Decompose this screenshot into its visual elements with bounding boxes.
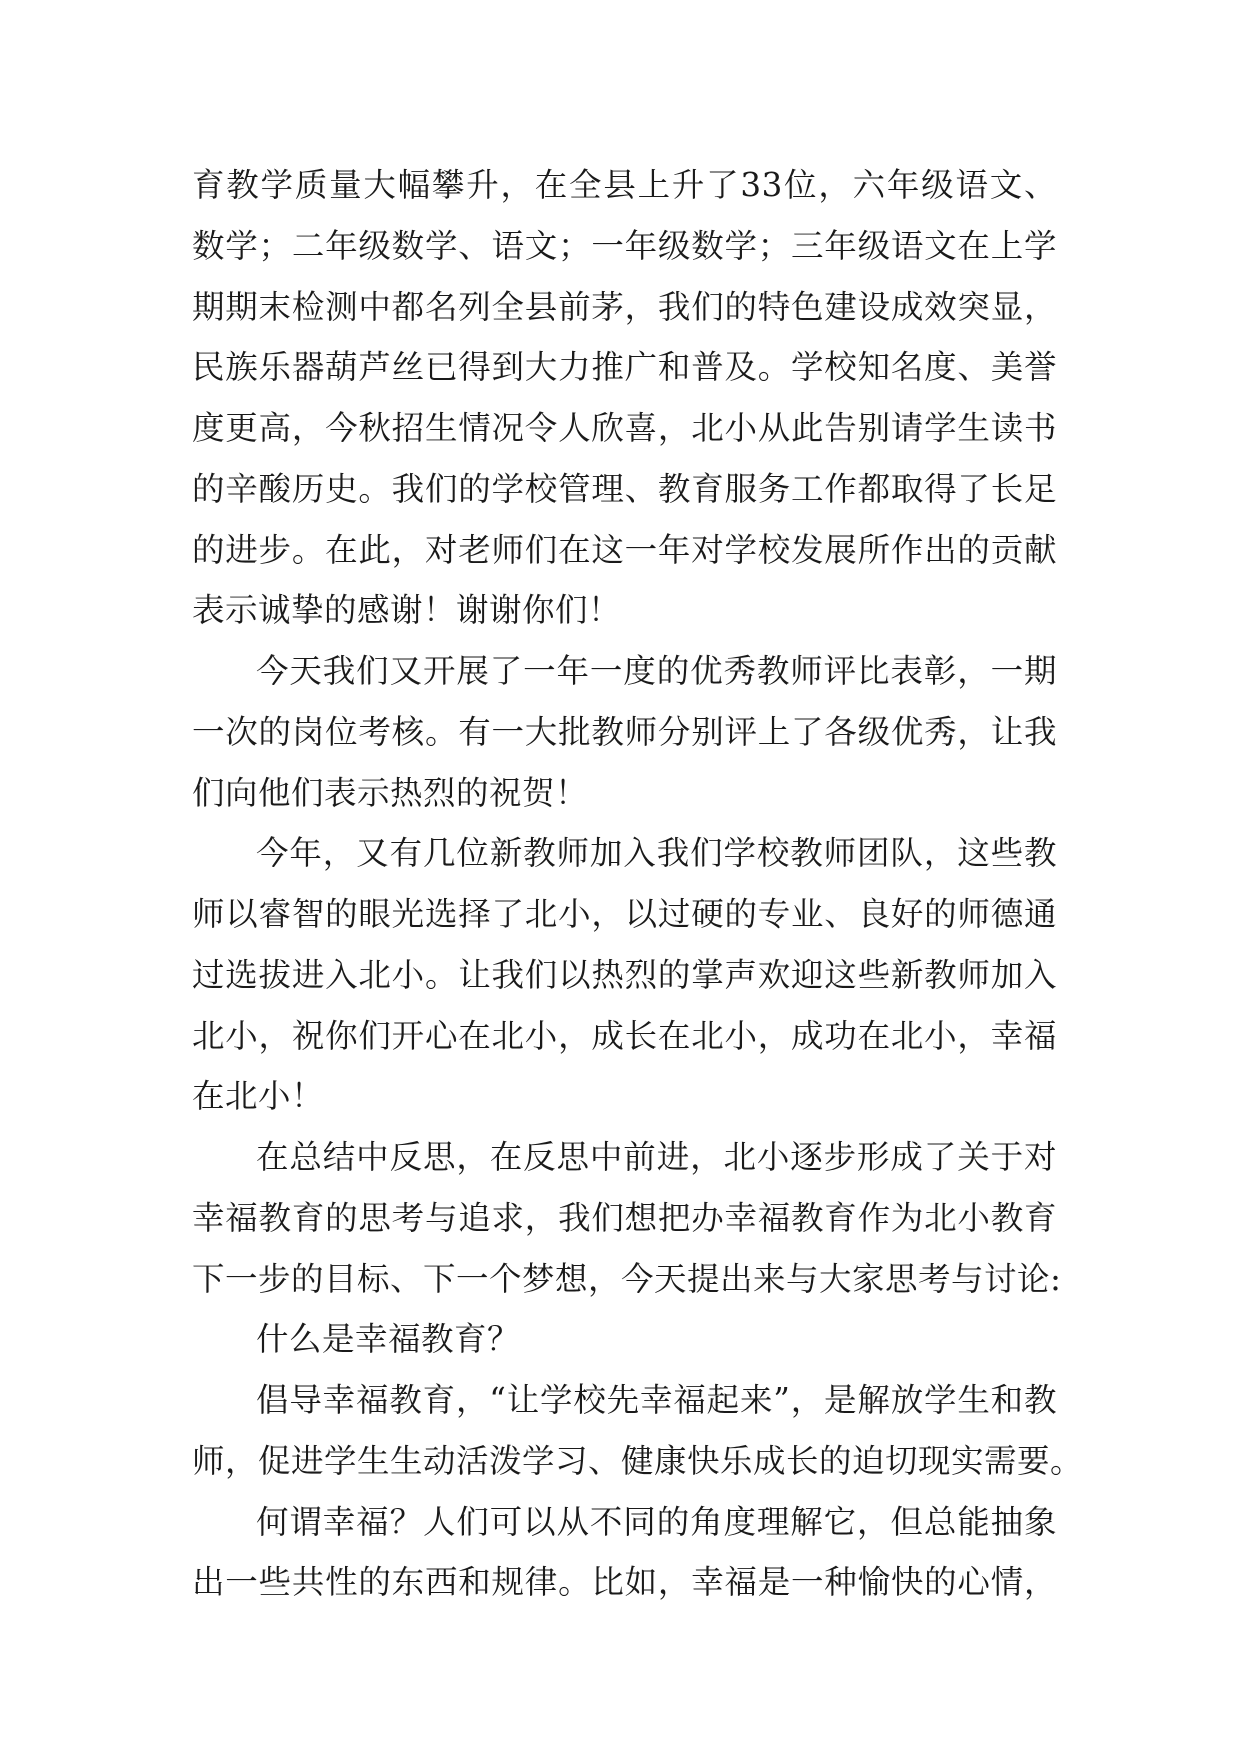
text-line: 在总结中反思，在反思中前进，北小逐步形成了关于对	[256, 1138, 1057, 1176]
text-line: 民族乐器葫芦丝已得到大力推广和普及。学校知名度、美誉	[192, 348, 1057, 387]
text-line: 师，促进学生生动活泼学习、健康快乐成长的迫切现实需要。	[192, 1441, 1084, 1480]
text-line: 幸福教育的思考与追求，我们想把办幸福教育作为北小教育	[192, 1198, 1057, 1237]
text-line: 今年，又有几位新教师加入我们学校教师团队，这些教	[256, 834, 1057, 873]
text-line: 期期末检测中都名列全县前茅，我们的特色建设成效突显，	[192, 287, 1057, 326]
text-line: 出一些共性的东西和规律。比如，幸福是一种愉快的心情，	[192, 1563, 1057, 1602]
text-line: 表示诚挚的感谢！谢谢你们！	[192, 591, 622, 630]
text-line: 的进步。在此，对老师们在这一年对学校发展所作出的贡献	[192, 530, 1057, 569]
text-line: 何谓幸福？人们可以从不同的角度理解它，但总能抽象	[256, 1502, 1057, 1541]
text-line: 北小，祝你们开心在北小，成长在北小，成功在北小，幸福	[192, 1016, 1057, 1055]
text-line: 们向他们表示热烈的祝贺！	[192, 773, 589, 812]
text-line: 什么是幸福教育？	[256, 1320, 521, 1359]
text-line: 过选拔进入北小。让我们以热烈的掌声欢迎这些新教师加入	[192, 955, 1057, 994]
text-line: 一次的岗位考核。有一大批教师分别评上了各级优秀，让我	[192, 712, 1057, 751]
text-line: 师以睿智的眼光选择了北小，以过硬的专业、良好的师德通	[192, 895, 1057, 933]
text-line: 倡导幸福教育，“让学校先幸福起来”，是解放学生和教	[256, 1381, 1057, 1419]
text-line: 数学；二年级数学、语文；一年级数学；三年级语文在上学	[192, 226, 1057, 265]
text-line: 下一步的目标、下一个梦想，今天提出来与大家思考与讨论:	[192, 1259, 1062, 1298]
body-text	[192, 155, 1084, 1613]
text-line: 育教学质量大幅攀升，在全县上升了33位，六年级语文、	[192, 166, 1057, 204]
text-line: 的辛酸历史。我们的学校管理、教育服务工作都取得了长足	[192, 469, 1057, 508]
text-line: 度更高，今秋招生情况令人欣喜，北小从此告别请学生读书	[192, 409, 1057, 447]
text-line: 今天我们又开展了一年一度的优秀教师评比表彰，一期	[256, 652, 1057, 690]
text-line: 在北小！	[192, 1077, 325, 1116]
